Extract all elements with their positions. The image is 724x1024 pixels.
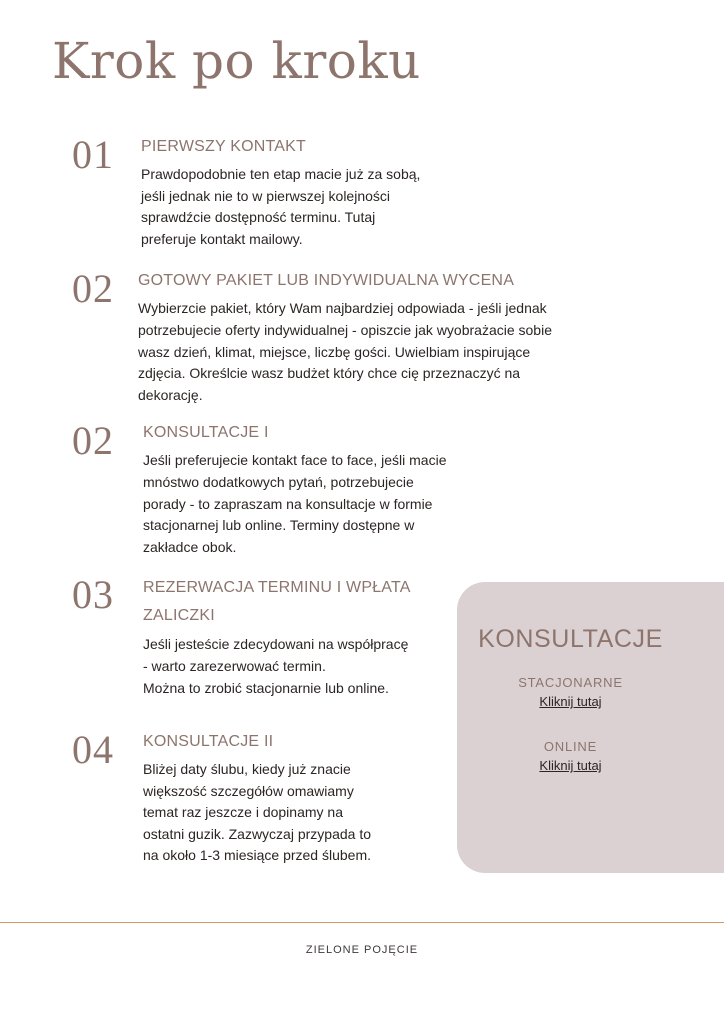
step-content <box>143 729 443 867</box>
step-title: PIERWSZY KONTAKT <box>141 138 307 155</box>
step-body: Prawdopodobnie ten etap macie już za sobą, jeśli jednak nie to w pierwszej kolejności sprawdźcie dostępność terminu. Tutaj preferuje kontakt mailowy. <box>141 166 421 247</box>
step-3 <box>0 420 724 558</box>
step-title: REZERWACJA TERMINU I WPŁATA ZALICZKI <box>143 579 410 625</box>
online-label: ONLINE <box>543 739 598 754</box>
step-content <box>141 134 461 250</box>
online-option <box>457 738 724 776</box>
step-body: Jeśli jesteście zdecydowani na współpracę - warto zarezerwować termin. Można to zrobić stacjonarnie lub online. <box>143 636 409 696</box>
online-link[interactable]: Kliknij tutaj <box>539 758 602 773</box>
step-number: 04 <box>72 727 114 773</box>
step-title: KONSULTACJE II <box>143 733 274 751</box>
step-body: Jeśli preferujecie kontakt face to face, jeśli macie mnóstwo dodatkowych pytań, potrzebujecie porady - to zapraszam na konsultacje w formie stacjonarnej lub online. Terminy dostępne w zakładce obok. <box>143 452 447 555</box>
step-2 <box>0 268 724 406</box>
step-title: GOTOWY PAKIET LUB INDYWIDUALNA WYCENA <box>138 272 515 290</box>
card-title: KONSULTACJE <box>478 625 663 653</box>
footer-brand: ZIELONE POJĘCIE <box>305 944 419 956</box>
footer-divider <box>0 922 724 923</box>
step-number: 02 <box>72 266 114 312</box>
page-title: Krok po kroku <box>52 32 421 90</box>
stationary-option <box>457 674 724 712</box>
step-title: KONSULTACJE I <box>143 424 269 442</box>
step-content <box>143 574 443 699</box>
step-number: 02 <box>72 418 114 464</box>
consultation-card <box>457 582 724 873</box>
stationary-label: STACJONARNE <box>518 675 623 690</box>
step-content <box>143 420 503 558</box>
step-body: Bliżej daty ślubu, kiedy już znacie większość szczegółów omawiamy temat raz jeszcze i dopinamy na ostatni guzik. Zazwyczaj przypada to na około 1-3 miesiące przed ślubem. <box>143 761 372 864</box>
step-body: Wybierzcie pakiet, który Wam najbardziej odpowiada - jeśli jednak potrzebujecie oferty indywidualnej - opiszcie jak wyobrażacie sobie wasz dzień, klimat, miejsce, liczbę gości. Uwielbiam inspirujące zdjęcia. Określcie wasz budżet który chce cię przeznaczyć na dekorację. <box>138 300 552 403</box>
step-1 <box>0 134 724 250</box>
stationary-link[interactable]: Kliknij tutaj <box>539 694 602 709</box>
step-number: 01 <box>72 132 114 177</box>
step-content <box>138 268 618 406</box>
step-number: 03 <box>72 572 114 618</box>
